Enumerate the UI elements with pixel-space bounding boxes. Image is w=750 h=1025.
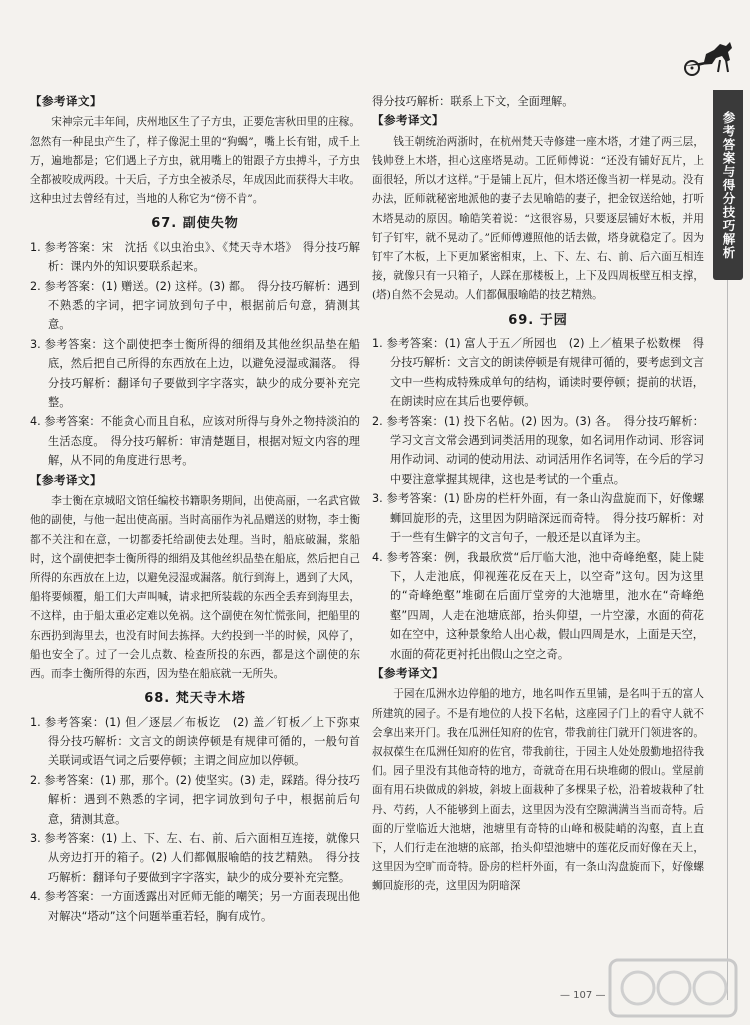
answer-item: 2. 参考答案：(1) 赠送。(2) 这样。(3) 都。 得分技巧解析：遇到不熟悉的字词，把字词放到句子中，根据前后句意，猜测其意。 <box>30 279 360 332</box>
reference-translation-text: 李士衡在京城昭文馆任编校书籍职务期间，出使高丽，一名武官做他的副使，与他一起出使高丽。当时高丽作为礼品赠送的财物，李士衡都不关注和在意，一切都委托给副使去处理。当时，船底破漏，浆船时，这个副使把李士衡所得的细绢及其他丝织品垫在船底，然后把自己所得的东西放在上边，以避免浸湿或漏落。航行到海上，遇到了大风，船将要倾覆，船工们大声叫喊，请求把所装载的东西全丢弃到海里去，不这样，由于船太重必定难以免祸。这个副使在匆忙慌张间，把船里的东西扔到海里去，也没有时间去拣择。大约投到一半的时候，风停了，船也安全了。过了一会儿点数、检查所投的东西，都是这个副使的东西。而李士衡所得的东西，因为垫在船底就一无所失。 <box>30 495 360 680</box>
answer-item: 1. 参考答案：(1) 富人于五／所园也 (2) 上／植果子松数棵 得分技巧解析：文言文的朗读停顿是有规律可循的，要考虑到文言文中一些构成特殊成单句的结构，诵读时要停顿；提前的状语，在朗读时应在其后也要停顿。 <box>372 337 704 409</box>
answer-item: 3. 参考答案：(1) 卧房的栏杆外面，有一条山沟盘旋而下，好像螺蛳回旋形的壳，这里因为阴暗深远而奇特。 得分技巧解析：对于一些有生僻字的文言句子，一般还是以直译为主。 <box>372 492 704 545</box>
reference-translation-tag: 【参考译文】 <box>372 113 444 128</box>
sidebar-rule <box>727 280 728 1000</box>
answer-item: 3. 参考答案：(1) 上、下、左、右、前、后六面相互连接，就像只从旁边打开的箱子。(2) 人们都佩服喻皓的技艺精熟。 得分技巧解析：翻译句子要做到字字落实，缺少的成分要补充完整。 <box>30 831 360 884</box>
reference-translation-text: 宋神宗元丰年间，庆州地区生了子方虫，正要危害秋田里的庄稼。忽然有一种昆虫产生了，样子像泥土里的“狗蝎”，嘴上长有钳，成千上万，遍地都是；它们遇上子方虫，就用嘴上的钳跟子方虫搏斗，子方虫全都被咬成两段。十天后，子方虫全被杀尽，年成因此而获得大丰收。这种虫过去曾经有过，当地的人称它为“傍不肯”。 <box>30 116 360 206</box>
section-title-69: 69. 于园 <box>508 312 568 328</box>
reference-translation-tag: 【参考译文】 <box>30 94 102 108</box>
reference-translation-tag: 【参考译文】 <box>30 472 102 487</box>
right-column <box>372 92 704 897</box>
answer-item: 3. 参考答案：这个副使把李士衡所得的细绢及其他丝织品垫在船底，然后把自己所得的东西放在上边，以避免浸湿或漏落。 得分技巧解析：翻译句子要做到字字落实，缺少的成分要补充完整。 <box>30 337 360 410</box>
answer-item: 2. 参考答案：(1) 那，那个。(2) 使坚实。(3) 走，踩踏。得分技巧解析：遇到不熟悉的字词，把字词放到句子中，根据前后句意，猜测其意。 <box>30 773 360 826</box>
reference-translation-text: 于园在瓜洲水边停船的地方，地名叫作五里铺，是名叫于五的富人所建筑的园子。不是有地位的人投下名帖，这座园子门上的看守人就不会拿出来开门。我在瓜洲任知府的佐官，带我前往门就开门领进客的。叔叔葆生在瓜洲任知府的佐官，带我前往，于园主人处处殷勤地招待我们。园子里没有其他奇特的地方，奇就奇在用石块堆砌的假山。堂屋前面有用石块做成的斜坡，斜坡上面栽种了多棵果子松，沿着坡栽种了牡丹、芍药，人不能够到上面去，这里因为没有空隙满满当当而奇特。后面的厅堂临近大池塘，池塘里有奇特的山峰和极陡峭的沟壑，直上直下，人们行走在池塘的底部，抬头仰望池塘中的莲花反而好像在天上，这里因为空旷而奇特。卧房的栏杆外面，有一条山沟盘旋而下，好像螺蛳回旋形的壳，这里因为阴暗深 <box>372 688 704 893</box>
reference-translation-text: 钱王朝统治两浙时，在杭州梵天寺修建一座木塔，才建了两三层，钱帅登上木塔，担心这座塔晃动。工匠师傅说：“还没有铺好瓦片，上面很轻，所以才这样。”于是铺上瓦片，但木塔还像当初一样晃动。没有办法，匠师就秘密地派他的妻子去见喻皓的妻子，把金钗送给她，打听木塔晃动的原因。喻皓笑着说：“这很容易，只要逐层铺好木板，并用钉子钉牢，就不晃动了。”匠师傅遵照他的话去做，塔身就稳定了。因为钉牢了木板，上下更加紧密相束，上、下、左、右、前、后六面互相连接，就像只有一只箱子，人踩在那楼板上，上下及四周板壁互相支撑，(塔)自然不会晃动。人们都佩服喻皓的技艺精熟。 <box>372 135 704 302</box>
section-title-67: 67. 副使失物 <box>151 216 239 232</box>
answer-item: 1. 参考答案：宋 沈括《以虫治虫》、《梵天寺木塔》 得分技巧解析：课内外的知识要联系起来。 <box>30 240 360 274</box>
answer-item: 4. 参考答案：例，我最欣赏“后厅临大池，池中奇峰绝壑，陡上陡下，人走池底，仰视莲花反在天上，以空奇”这句。因为这里的“奇峰绝壑”堆砌在后面厅堂旁的大池塘里，池水在“奇峰绝壑”四周，人走在池塘底部，抬头仰望，一片空濛，水面的荷花如在空中，这种景象给人出心裁，假山四周是水，上面是天空，水面的荷花更衬托出假山之空之奇。 <box>372 550 704 661</box>
page-number: — 107 — <box>560 990 606 1001</box>
answer-item: 4. 参考答案：不能贪心而且自私，应该对所得与身外之物持淡泊的生活态度。 得分技巧解析：审清楚题目，根据对短文内容的理解，从不同的角度进行思考。 <box>30 415 360 468</box>
section-title-68: 68. 梵天寺木塔 <box>144 691 246 707</box>
answer-continuation: 得分技巧解析：联系上下文，全面理解。 <box>372 95 574 108</box>
answer-item: 1. 参考答案：(1) 但／逐层／布板讫 (2) 盖／钉板／上下弥束 得分技巧解析：文言文的朗读停顿是有规律可循的，一般句首关联词或语气词之后要停顿；主谓之间应加以停顿。 <box>30 715 372 768</box>
watermark-stamp-icon <box>608 958 738 1018</box>
left-column <box>30 92 372 926</box>
horse-cart-logo-icon <box>676 40 738 76</box>
answer-item: 4. 参考答案：一方面透露出对匠师无能的嘲笑；另一方面表现出他对解决“塔动”这个问题举重若轻，胸有成竹。 <box>30 890 360 923</box>
answer-item: 2. 参考答案：(1) 投下名帖。(2) 因为。(3) 各。 得分技巧解析：学习文言文常会遇到词类活用的现象，如名词用作动词、形容词用作动词、动词的使动用法、动词活用作名词等，在今后的学习中要注意掌握其规律，这也是考试的一个重点。 <box>372 414 704 486</box>
section-sidebar-label: 参考答案与得分技巧解析 <box>713 90 743 280</box>
reference-translation-tag: 【参考译文】 <box>372 665 444 680</box>
